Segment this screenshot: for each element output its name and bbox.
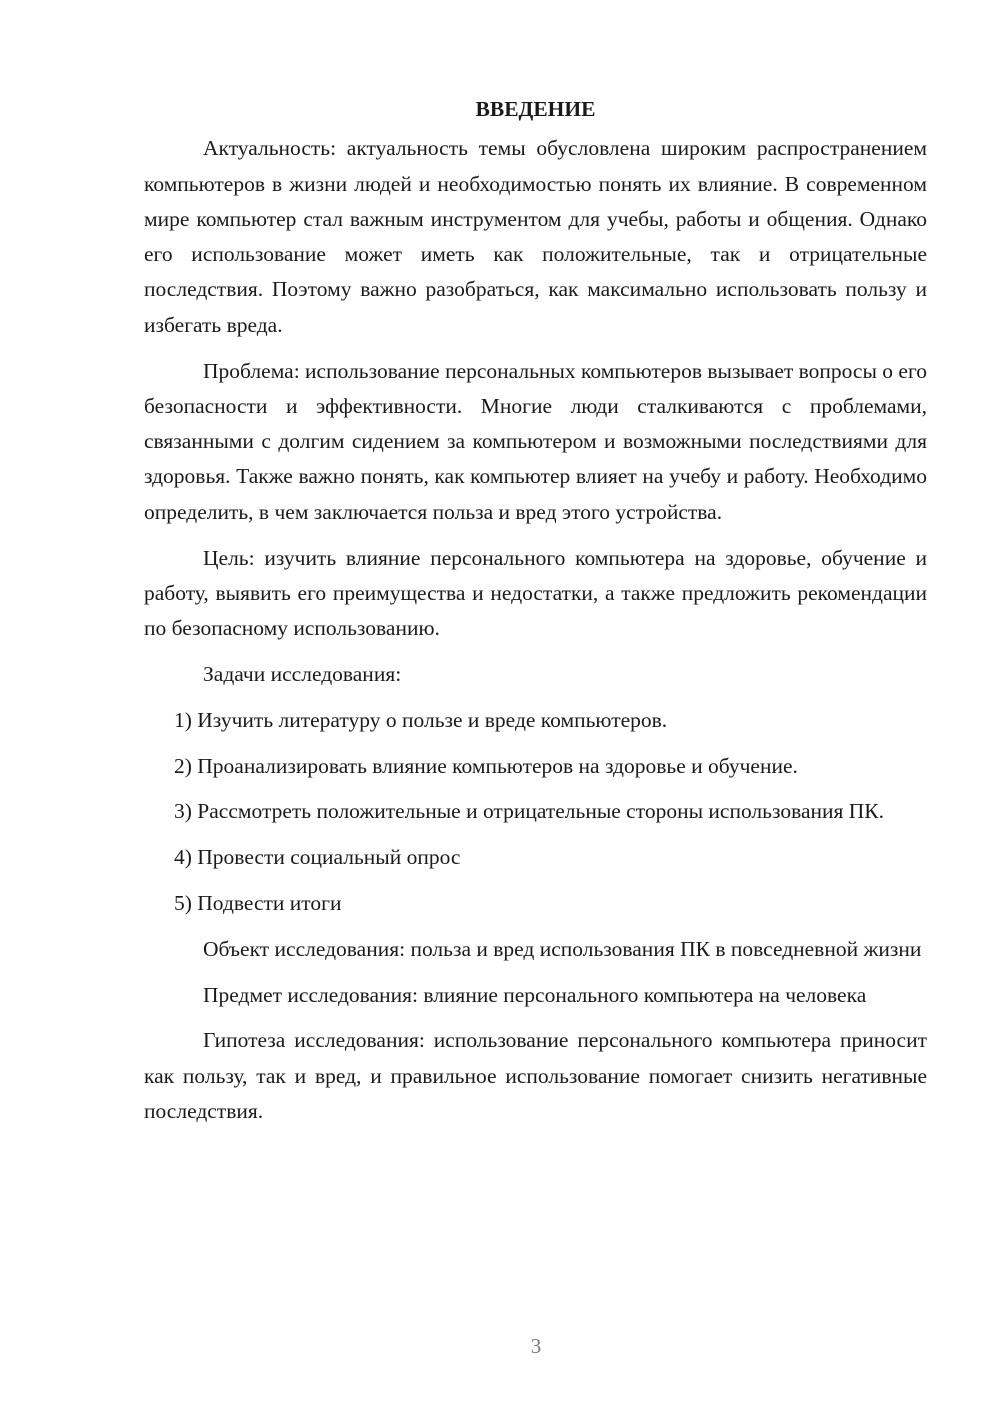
task-item: 2) Проанализировать влияние компьютеров на здоровье и обучение. (174, 753, 798, 778)
document-content (144, 92, 927, 1140)
section-heading: ВВЕДЕНИЕ (475, 97, 596, 121)
page-number: 3 (530, 1334, 542, 1358)
task-item: 4) Провести социальный опрос (174, 845, 461, 870)
problem-paragraph: Проблема: использование персональных компьютеров вызывает вопросы о его безопасности и эффективности. Многие люди сталкиваются с проблемами, связанными с долгим сидением за компьютером и возможными последствиями для здоровья. Также важно понять, как компьютер влияет на учебу и работу. Необходимо определить, в чем заключается польза и вред этого устройства. (144, 358, 927, 524)
object-paragraph: Объект исследования: польза и вред использования ПК в повседневной жизни (203, 936, 922, 961)
subject-paragraph: Предмет исследования: влияние персонального компьютера на человека (203, 982, 867, 1007)
task-item: 1) Изучить литературу о пользе и вреде компьютеров. (174, 707, 668, 732)
hypothesis-paragraph: Гипотеза исследования: использование персонального компьютера приносит как пользу, так и вред, и правильное использование помогает снизить негативные последствия. (144, 1028, 927, 1123)
goal-paragraph: Цель: изучить влияние персонального компьютера на здоровье, обучение и работу, выявить его преимущества и недостатки, а также предложить рекомендации по безопасному использованию. (144, 545, 927, 641)
tasks-title: Задачи исследования: (203, 661, 402, 686)
task-item: 3) Рассмотреть положительные и отрицательные стороны использования ПК. (174, 799, 885, 824)
relevance-paragraph: Актуальность: актуальность темы обусловлена широким распространением компьютеров в жизни людей и необходимостью понять их влияние. В современном мире компьютер стал важным инструментом для учебы, работы и общения. Однако его использование может иметь как положительные, так и отрицательные последствия. Поэтому важно разобраться, как максимально использовать пользу и избегать вреда. (144, 136, 927, 337)
task-item: 5) Подвести итоги (174, 890, 342, 915)
